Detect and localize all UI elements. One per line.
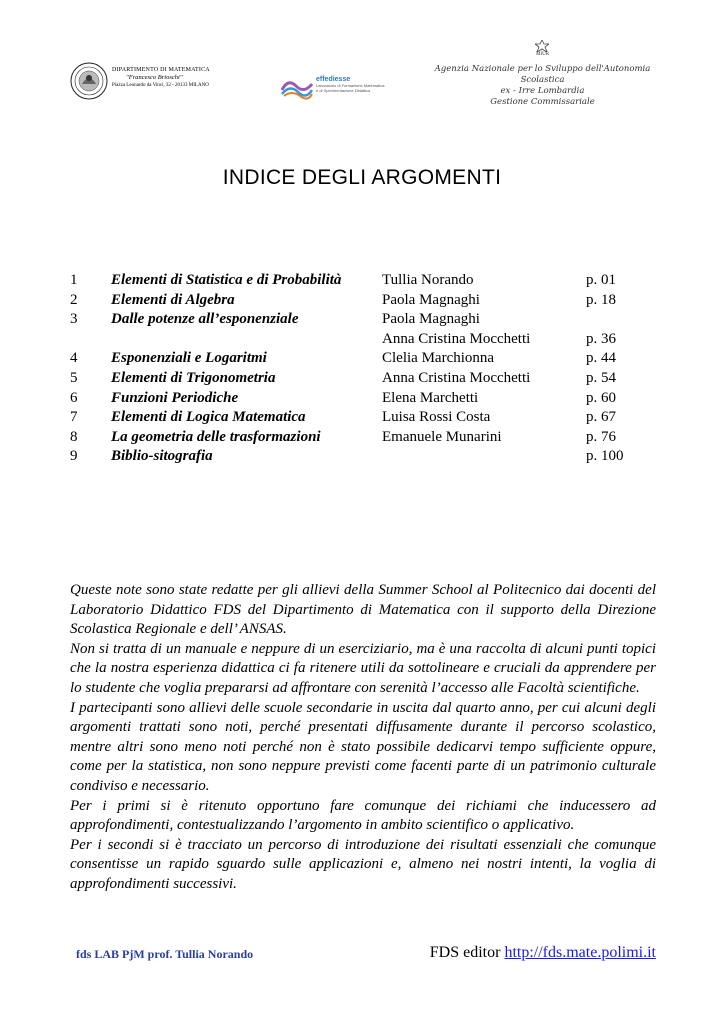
toc-topic: Elementi di Statistica e di Probabilità <box>111 272 342 288</box>
ansas-line1: Agenzia Nazionale per lo Sviluppo dell'Autonomia Scolastica <box>434 64 651 85</box>
introduction-text <box>70 581 656 895</box>
toc-topic: Esponenziali e Logaritmi <box>111 350 267 367</box>
body-paragraph: Per i primi si è ritenuto opportuno fare comunque dei richiami che inducessero ad approfondimenti, contestualizzando l’argomento in ambito scientifico o applicativo. <box>70 797 656 834</box>
department-logo <box>70 62 250 102</box>
toc-number: 3 <box>70 311 78 328</box>
toc-page: p. 01 <box>586 272 616 288</box>
toc-row <box>70 271 670 291</box>
toc-row <box>70 408 670 428</box>
toc-author: Paola Magnaghi <box>382 311 480 328</box>
effediesse-line1: Laboratorio di Formazione Matematica <box>316 83 385 88</box>
toc-row <box>70 349 670 369</box>
toc-row <box>70 389 670 409</box>
toc-author: Elena Marchetti <box>382 389 479 406</box>
table-of-contents <box>70 271 670 467</box>
department-name: DIPARTIMENTO DI MATEMATICA <box>112 67 210 73</box>
body-paragraph: I partecipanti sono allievi delle scuole secondarie in uscita dal quarto anno, per cui alcuni degli argomenti trattati sono noti, perché presentati diffusamente durante il percorso scolastico, mentre altri sono meno noti perché non è stato possibile dedicarvi tempo sufficiente oppure, come per la statistica, non sono neppure previsti come facenti parte di un patrimonio culturale condiviso e necessario. <box>70 699 656 794</box>
toc-row <box>70 291 670 311</box>
toc-number: 8 <box>70 428 78 445</box>
department-subtitle: "Francesco Brioschi" <box>126 74 183 81</box>
toc-row <box>70 447 670 467</box>
toc-row <box>70 369 670 389</box>
department-address: Piazza Leonardo da Vinci, 32 - 20133 MILANO <box>112 83 209 88</box>
toc-row <box>70 428 670 448</box>
toc-author: Tullia Norando <box>382 272 474 288</box>
toc-number: 7 <box>70 409 78 426</box>
ministry-label: MIUR <box>535 52 550 57</box>
toc-number: 6 <box>70 389 78 406</box>
toc-topic: Biblio-sitografia <box>111 448 213 465</box>
toc-author: Paola Magnaghi <box>382 291 480 308</box>
toc-number: 5 <box>70 369 78 386</box>
footer-credit: fds LAB PjM prof. Tullia Norando <box>76 947 254 961</box>
footer-editor <box>430 944 656 962</box>
toc-author: Anna Cristina Mocchetti <box>382 330 531 347</box>
toc-author: Emanuele Munarini <box>382 428 502 445</box>
effediesse-logo <box>280 76 390 104</box>
page-header <box>0 40 724 110</box>
toc-number: 2 <box>70 291 78 308</box>
toc-number: 4 <box>70 350 78 367</box>
toc-topic: Dalle potenze all’esponenziale <box>111 311 299 328</box>
page-title: INDICE DEGLI ARGOMENTI <box>222 166 502 189</box>
toc-topic: La geometria delle trasformazioni <box>111 428 321 445</box>
toc-page: p. 54 <box>586 369 616 386</box>
toc-topic: Elementi di Trigonometria <box>111 369 276 386</box>
footer-editor-label: FDS editor <box>429 944 505 961</box>
toc-page: p. 36 <box>586 330 616 347</box>
toc-row <box>70 330 670 350</box>
effediesse-line2: e di Sperimentazione Didattica <box>316 88 371 93</box>
body-paragraph: Queste note sono state redatte per gli allievi della Summer School al Politecnico dai docenti del Laboratorio Didattico FDS del Dipartimento di Matematica con il supporto della Direzione Scolastica Regionale e dell’ ANSAS. <box>70 582 656 638</box>
toc-number: 9 <box>70 448 78 465</box>
toc-page: p. 67 <box>586 409 616 426</box>
ansas-line3: Gestione Commissariale <box>490 97 595 107</box>
toc-topic: Elementi di Logica Matematica <box>111 409 306 426</box>
toc-row <box>70 310 670 330</box>
ansas-line2: ex - Irre Lombardia <box>500 86 585 96</box>
toc-page: p. 100 <box>586 448 624 465</box>
body-paragraph: Per i secondi si è tracciato un percorso di introduzione dei risultati essenziali che comunque consentisse un rapido sguardo sulle applicazioni e, almeno nei nostri intenti, la voglia di approfondimenti successivi. <box>70 836 656 892</box>
toc-page: p. 44 <box>586 350 616 367</box>
toc-number: 1 <box>70 272 78 288</box>
italian-republic-emblem-icon <box>535 40 549 52</box>
toc-page: p. 76 <box>586 428 616 445</box>
toc-page: p. 18 <box>586 291 616 308</box>
toc-author: Luisa Rossi Costa <box>382 409 491 426</box>
page-footer <box>70 944 656 968</box>
effediesse-name: effediesse <box>316 76 351 83</box>
effediesse-swirl-icon <box>280 76 314 100</box>
ansas-logo <box>430 40 655 106</box>
toc-author: Anna Cristina Mocchetti <box>382 369 531 386</box>
toc-topic: Elementi di Algebra <box>111 291 235 308</box>
toc-author: Clelia Marchionna <box>382 350 495 367</box>
toc-topic: Funzioni Periodiche <box>111 389 239 406</box>
footer-link[interactable]: http://fds.mate.polimi.it <box>504 944 656 961</box>
toc-page: p. 60 <box>586 389 616 406</box>
body-paragraph: Non si tratta di un manuale e neppure di un eserciziario, ma è una raccolta di alcuni punti topici che la nostra esperienza didattica ci fa ritenere utili da sottolineare e cruciali da apprendere per lo studente che voglia prepararsi ad affrontare con serenità l’accesso alle Facoltà scientifiche. <box>70 640 656 696</box>
university-seal-icon <box>70 62 108 100</box>
